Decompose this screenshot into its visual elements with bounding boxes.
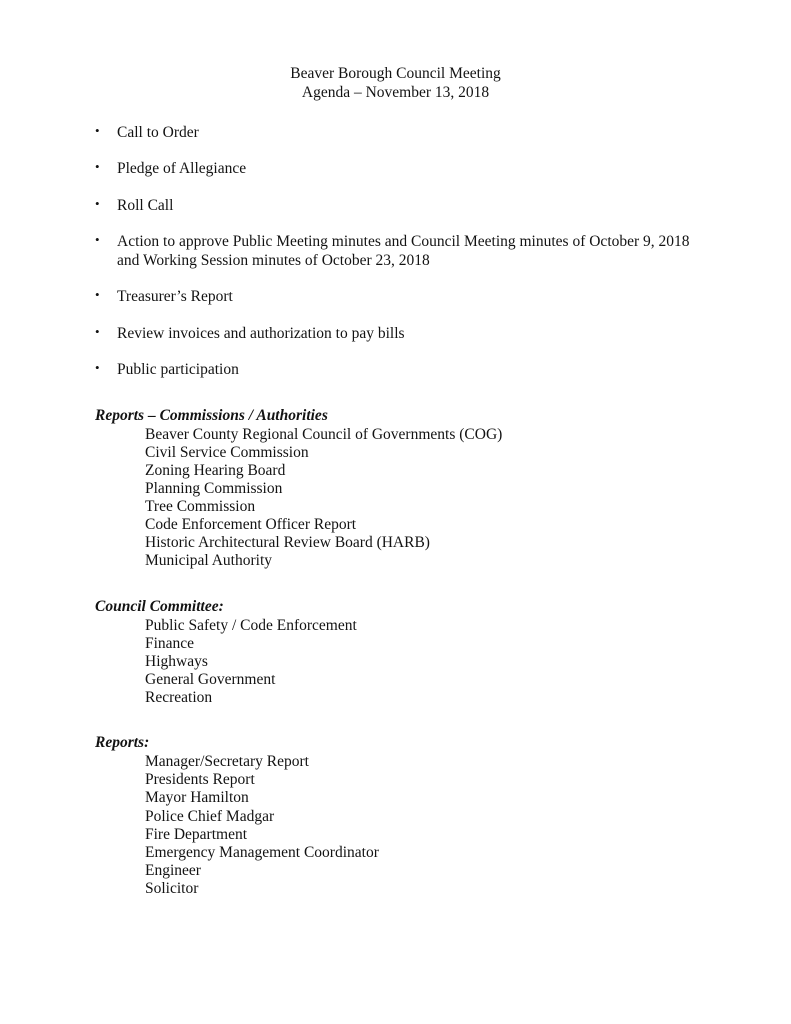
section-list-item: Zoning Hearing Board — [145, 462, 286, 480]
agenda-bullet-item — [95, 233, 700, 271]
section-reports-commissions — [95, 407, 791, 570]
section-list-item: Highways — [145, 653, 208, 671]
section-list-item: Code Enforcement Officer Report — [145, 516, 357, 534]
bullet-icon: • — [95, 360, 100, 376]
agenda-bullet-item — [95, 325, 700, 344]
title-line-2: Agenda – November 13, 2018 — [301, 83, 490, 101]
section-list-item: General Government — [145, 671, 276, 689]
section-list-item: Civil Service Commission — [145, 444, 309, 462]
section-list-item: Engineer — [145, 861, 201, 879]
section-list-item: Recreation — [145, 689, 213, 707]
section-heading: Reports: — [95, 734, 150, 752]
bullet-item-text: Review invoices and authorization to pay bills — [117, 324, 405, 342]
section-item-list — [145, 617, 791, 707]
agenda-bullet-item — [95, 124, 700, 143]
bullet-item-text: Call to Order — [117, 123, 199, 141]
agenda-bullet-item — [95, 160, 700, 179]
bullet-icon: • — [95, 195, 100, 211]
bullet-item-text: Pledge of Allegiance — [117, 160, 247, 178]
bullet-icon: • — [95, 122, 100, 138]
bullet-item-text: Roll Call — [117, 196, 174, 214]
agenda-bullet-item — [95, 288, 700, 307]
bullet-item-text: Action to approve Public Meeting minutes and Council Meeting minutes of October 9, 2018 and Working Session minutes of October 23, 2018 — [117, 233, 690, 269]
section-list-item: Tree Commission — [145, 498, 256, 516]
section-list-item: Police Chief Madgar — [145, 807, 275, 825]
agenda-bullet-list — [95, 124, 700, 380]
section-list-item: Historic Architectural Review Board (HARB) — [145, 534, 430, 552]
section-list-item: Beaver County Regional Council of Governments (COG) — [145, 425, 503, 443]
section-list-item: Finance — [145, 635, 195, 653]
bullet-icon: • — [95, 159, 100, 175]
bullet-icon: • — [95, 287, 100, 303]
section-list-item: Emergency Management Coordinator — [145, 843, 379, 861]
section-list-item: Mayor Hamilton — [145, 789, 249, 807]
section-item-list — [145, 426, 791, 570]
section-item-list — [145, 753, 791, 897]
document-title — [0, 0, 791, 103]
bullet-icon: • — [95, 323, 100, 339]
bullet-item-text: Treasurer’s Report — [117, 288, 233, 306]
section-list-item: Fire Department — [145, 825, 248, 843]
bullet-item-text: Public participation — [117, 361, 239, 379]
section-list-item: Solicitor — [145, 879, 199, 897]
section-heading: Council Committee: — [95, 598, 224, 616]
section-list-item: Public Safety / Code Enforcement — [145, 617, 357, 635]
section-list-item: Manager/Secretary Report — [145, 753, 309, 771]
section-heading: Reports – Commissions / Authorities — [95, 407, 328, 425]
section-list-item: Planning Commission — [145, 480, 283, 498]
section-list-item: Municipal Authority — [145, 552, 273, 570]
section-council-committee — [95, 598, 791, 707]
section-list-item: Presidents Report — [145, 771, 255, 789]
title-line-1: Beaver Borough Council Meeting — [290, 65, 501, 82]
bullet-icon: • — [95, 232, 100, 248]
agenda-bullet-item — [95, 197, 700, 216]
section-reports — [95, 734, 791, 897]
agenda-bullet-item — [95, 361, 700, 380]
